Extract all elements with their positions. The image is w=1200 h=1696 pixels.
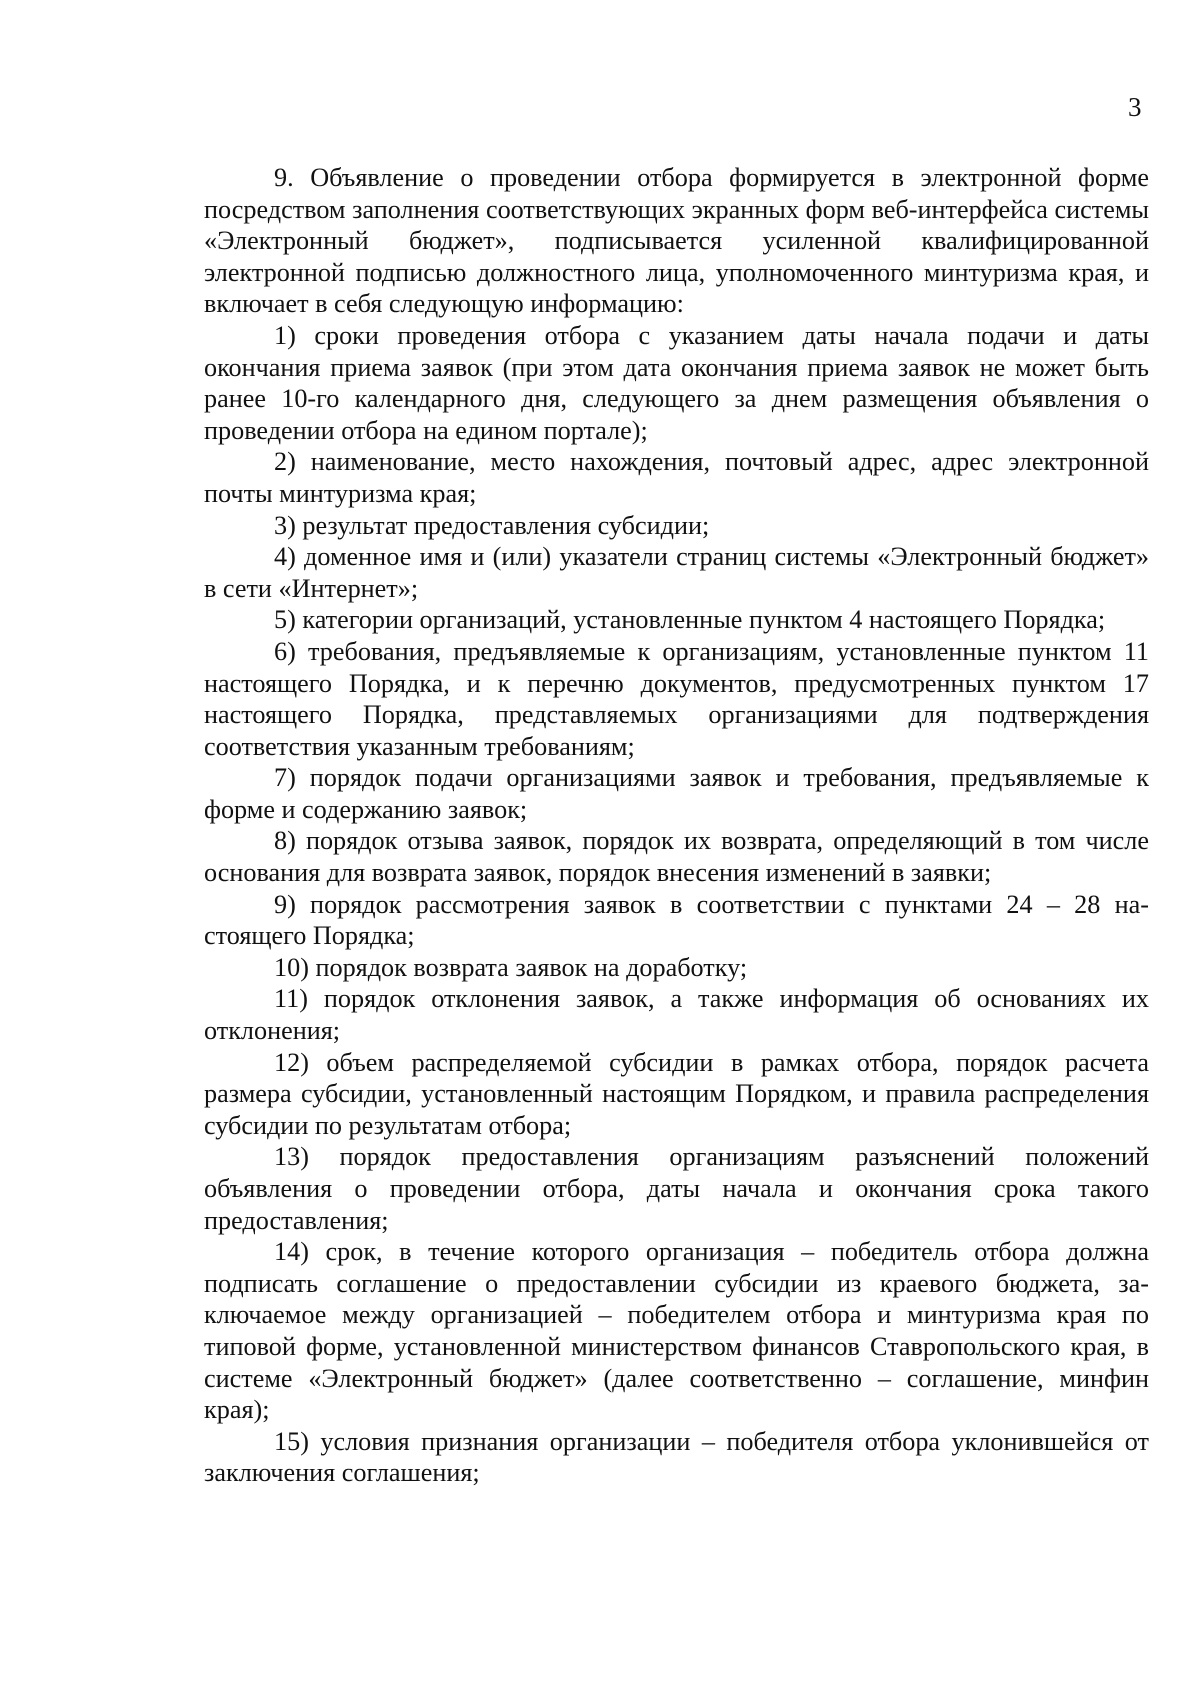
list-item-7: 7) порядок подачи организациями заявок и требования, предъявляемые к форме и содержанию заявок; (204, 763, 1149, 824)
list-item-8: 8) порядок отзыва заявок, порядок их возврата, определяющий в том числе основания для возврата заявок, порядок внесения изменений в заявки; (204, 826, 1149, 888)
paragraph-announcement: 9. Объявление о проведении отбора формируется в электронной форме посредством заполнения соответствующих экранных форм веб-интерфейса системы «Электронный бюджет», подписывается усиленной квалифицированной электронной подписью должностного лица, уполномоченного минтуризма края, и включает в себя следующую информацию: (204, 163, 1149, 319)
page-number: 3 (1128, 92, 1142, 122)
list-item-6: 6) требования, предъявляемые к организациям, установленные пунктом 11 настоящего Порядка, и к перечню документов, предусмотренных пунктом 17 настоящего Порядка, представляемых организациями для подтверждения соответствия указанным требованиям; (204, 636, 1149, 761)
list-item-5: 5) категории организаций, установленные пунктом 4 настоящего Порядка; (274, 605, 1106, 635)
list-item-13: 13) порядок предоставления организациям разъяснений положений объявления о проведении отбора, даты начала и окончания срока такого предоставления; (204, 1142, 1149, 1235)
list-item-14: 14) срок, в течение которого организация – победитель отбора должна подписать соглашение о предоставлении субсидии из краевого бюджета, заключаемое между организацией – победителем отбора и минтуризма края по типовой форме, установленной министерством финансов Ставропольского края, в системе «Электронный бюджет» (далее соответственно – соглашение, минфин края); (204, 1237, 1149, 1425)
list-item-4: 4) доменное имя и (или) указатели страниц системы «Электронный бюджет» в сети «Интернет»; (204, 542, 1149, 603)
list-item-11: 11) порядок отклонения заявок, а также информация об основаниях их отклонения; (204, 984, 1149, 1046)
list-item-15: 15) условия признания организации – победителя отбора уклонившейся от заключения соглашения; (204, 1426, 1149, 1488)
list-item-3: 3) результат предоставления субсидии; (274, 510, 710, 540)
list-item-1: 1) сроки проведения отбора с указанием даты начала подачи и даты окончания приема заявок (при этом дата окончания приема заявок не может быть ранее 10-го календарного дня, следующего за днем размещения объявления о проведении отбора на едином портале); (204, 320, 1149, 445)
document-body (204, 162, 1149, 1489)
list-item-2: 2) наименование, место нахождения, почтовый адрес, адрес электронной почты минтуризма края; (204, 447, 1149, 508)
list-item-9: 9) порядок рассмотрения заявок в соответствии с пунктами 24 – 28 настоящего Порядка; (204, 889, 1149, 951)
list-item-10: 10) порядок возврата заявок на доработку; (274, 952, 748, 982)
list-item-12: 12) объем распределяемой субсидии в рамках отбора, порядок расчета размера субсидии, установленный настоящим Порядком, и правила распределения субсидии по результатам отбора; (204, 1047, 1149, 1140)
